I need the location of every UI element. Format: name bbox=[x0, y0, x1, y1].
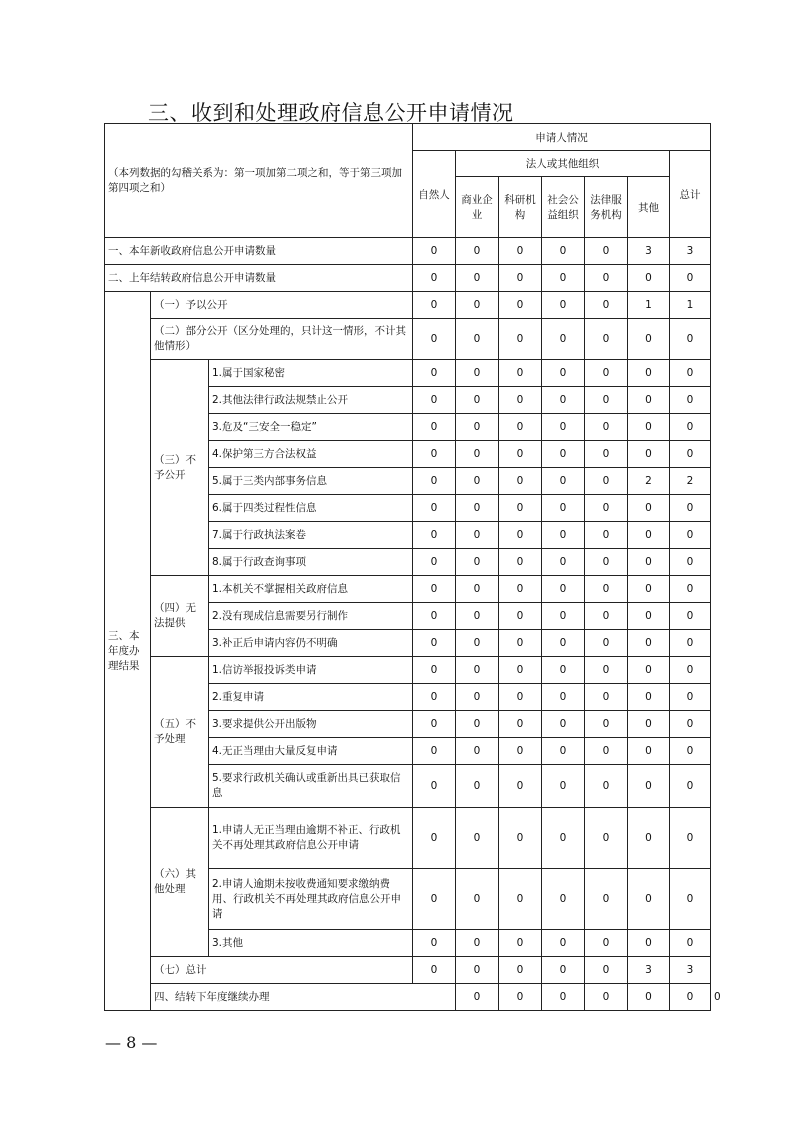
cell-value: 0 bbox=[499, 265, 542, 292]
table-row bbox=[105, 576, 711, 603]
cell-value: 0 bbox=[413, 468, 456, 495]
row-label: 5.属于三类内部事务信息 bbox=[209, 468, 413, 495]
cell-value: 0 bbox=[542, 657, 585, 684]
cell-value: 0 bbox=[585, 238, 628, 265]
cell-value: 0 bbox=[585, 930, 628, 957]
row-label: 3.危及“三安全一稳定” bbox=[209, 414, 413, 441]
cell-value: 0 bbox=[456, 265, 499, 292]
cell-value: 0 bbox=[585, 495, 628, 522]
cell-value: 1 bbox=[670, 292, 711, 319]
cell-value: 0 bbox=[670, 808, 711, 869]
cell-value: 0 bbox=[499, 522, 542, 549]
cell-value: 0 bbox=[499, 238, 542, 265]
cell-value: 0 bbox=[670, 930, 711, 957]
cell-value: 0 bbox=[670, 657, 711, 684]
cell-value: 0 bbox=[456, 657, 499, 684]
cell-value: 0 bbox=[456, 603, 499, 630]
cell-value: 0 bbox=[499, 549, 542, 576]
cell-value: 0 bbox=[628, 765, 670, 808]
cell-value: 0 bbox=[499, 765, 542, 808]
cell-value: 3 bbox=[670, 957, 711, 984]
cell-value: 0 bbox=[413, 549, 456, 576]
group3-label: （三）不予公开 bbox=[151, 360, 209, 576]
cell-value: 0 bbox=[456, 387, 499, 414]
cell-value: 0 bbox=[670, 414, 711, 441]
cell-value: 0 bbox=[456, 468, 499, 495]
cell-value: 0 bbox=[542, 684, 585, 711]
cell-value: 0 bbox=[542, 630, 585, 657]
cell-value: 0 bbox=[628, 657, 670, 684]
cell-value: 0 bbox=[628, 414, 670, 441]
social-header: 社会公益组织 bbox=[542, 177, 585, 238]
cell-value: 0 bbox=[413, 576, 456, 603]
cell-value: 0 bbox=[413, 387, 456, 414]
other-header: 其他 bbox=[628, 177, 670, 238]
cell-value: 0 bbox=[456, 930, 499, 957]
cell-value: 0 bbox=[670, 738, 711, 765]
cell-value: 0 bbox=[542, 765, 585, 808]
cell-value: 0 bbox=[456, 414, 499, 441]
cell-value: 0 bbox=[413, 808, 456, 869]
cell-value: 0 bbox=[542, 468, 585, 495]
cell-value: 0 bbox=[413, 238, 456, 265]
cell-value: 0 bbox=[499, 576, 542, 603]
cell-value: 0 bbox=[413, 603, 456, 630]
cell-value: 0 bbox=[670, 319, 711, 360]
cell-value: 0 bbox=[542, 603, 585, 630]
cell-value: 0 bbox=[542, 265, 585, 292]
cell-value: 0 bbox=[670, 765, 711, 808]
row-label: 1.本机关不掌握相关政府信息 bbox=[209, 576, 413, 603]
cell-value: 0 bbox=[585, 657, 628, 684]
cell-value: 0 bbox=[628, 522, 670, 549]
cell-value: 0 bbox=[542, 984, 585, 1011]
cell-value: 0 bbox=[585, 957, 628, 984]
cell-value: 0 bbox=[628, 808, 670, 869]
cell-value: 0 bbox=[413, 738, 456, 765]
cell-value: 0 bbox=[628, 984, 670, 1011]
cell-value: 0 bbox=[542, 360, 585, 387]
cell-value: 0 bbox=[628, 930, 670, 957]
page-number: — 8 — bbox=[105, 1033, 158, 1052]
application-stats-table bbox=[104, 123, 721, 1011]
cell-value: 0 bbox=[628, 738, 670, 765]
cell-value: 0 bbox=[628, 711, 670, 738]
row-label: 2.申请人逾期未按收费通知要求缴纳费用、行政机关不再处理其政府信息公开申请 bbox=[209, 869, 413, 930]
row-label: （一）予以公开 bbox=[151, 292, 413, 319]
cell-value: 2 bbox=[628, 468, 670, 495]
row-label: 4.无正当理由大量反复申请 bbox=[209, 738, 413, 765]
cell-value: 0 bbox=[499, 711, 542, 738]
cell-value: 0 bbox=[585, 684, 628, 711]
cell-value: 0 bbox=[456, 319, 499, 360]
cell-value: 0 bbox=[499, 957, 542, 984]
cell-value: 3 bbox=[628, 957, 670, 984]
cell-value: 0 bbox=[456, 808, 499, 869]
cell-value: 0 bbox=[585, 738, 628, 765]
cell-value: 2 bbox=[670, 468, 711, 495]
cell-value: 0 bbox=[585, 984, 628, 1011]
cell-value: 0 bbox=[499, 657, 542, 684]
group6-label: （六）其他处理 bbox=[151, 808, 209, 957]
table-row bbox=[105, 265, 711, 292]
row-label: 4.保护第三方合法权益 bbox=[209, 441, 413, 468]
cell-value: 0 bbox=[413, 957, 456, 984]
cell-value: 0 bbox=[542, 319, 585, 360]
cell-value: 0 bbox=[499, 292, 542, 319]
cell-value: 0 bbox=[456, 711, 499, 738]
table-row bbox=[105, 360, 711, 387]
cell-value: 0 bbox=[413, 414, 456, 441]
cell-value: 0 bbox=[413, 765, 456, 808]
cell-value: 0 bbox=[499, 414, 542, 441]
cell-value: 0 bbox=[670, 603, 711, 630]
cell-value: 0 bbox=[456, 576, 499, 603]
cell-value: 0 bbox=[413, 711, 456, 738]
page-title: 三、收到和处理政府信息公开申请情况 bbox=[148, 101, 514, 125]
cell-value: 0 bbox=[413, 930, 456, 957]
cell-value: 0 bbox=[456, 522, 499, 549]
cell-value: 0 bbox=[628, 869, 670, 930]
cell-value: 0 bbox=[628, 387, 670, 414]
cell-value: 0 bbox=[670, 549, 711, 576]
cell-value: 0 bbox=[542, 930, 585, 957]
commercial-header: 商业企业 bbox=[456, 177, 499, 238]
cell-value: 0 bbox=[585, 468, 628, 495]
row-label: 二、上年结转政府信息公开申请数量 bbox=[105, 265, 413, 292]
section3-label: 三、本年度办理结果 bbox=[105, 292, 151, 1011]
cell-value: 0 bbox=[585, 576, 628, 603]
cell-value: 0 bbox=[585, 808, 628, 869]
cell-value: 0 bbox=[499, 441, 542, 468]
cell-value: 3 bbox=[628, 238, 670, 265]
cell-value: 0 bbox=[585, 869, 628, 930]
cell-value: 0 bbox=[542, 414, 585, 441]
cell-value: 0 bbox=[499, 387, 542, 414]
row-label: 1.申请人无正当理由逾期不补正、行政机关不再处理其政府信息公开申请 bbox=[209, 808, 413, 869]
cell-value: 0 bbox=[585, 414, 628, 441]
cell-value: 0 bbox=[542, 738, 585, 765]
cell-value: 0 bbox=[456, 984, 499, 1011]
applicant-header: 申请人情况 bbox=[413, 124, 711, 151]
cell-value: 0 bbox=[413, 522, 456, 549]
cell-value: 0 bbox=[585, 441, 628, 468]
table-row bbox=[105, 808, 711, 869]
cell-value: 0 bbox=[542, 576, 585, 603]
cell-value: 0 bbox=[456, 549, 499, 576]
table-row bbox=[105, 657, 711, 684]
cell-value: 0 bbox=[499, 468, 542, 495]
cell-value: 0 bbox=[413, 495, 456, 522]
cell-value: 0 bbox=[628, 603, 670, 630]
natural-person-header: 自然人 bbox=[413, 151, 456, 238]
legal-group-header: 法人或其他组织 bbox=[456, 151, 670, 177]
cell-value: 0 bbox=[670, 869, 711, 930]
cell-value: 0 bbox=[628, 265, 670, 292]
cell-value: 0 bbox=[542, 522, 585, 549]
cell-value: 0 bbox=[628, 441, 670, 468]
cell-value: 0 bbox=[456, 765, 499, 808]
cell-value: 0 bbox=[542, 495, 585, 522]
cell-value: 0 bbox=[628, 495, 670, 522]
cell-value: 0 bbox=[628, 630, 670, 657]
cell-value: 0 bbox=[499, 930, 542, 957]
cell-value: 0 bbox=[499, 630, 542, 657]
cell-value: 0 bbox=[670, 441, 711, 468]
cell-value: 0 bbox=[670, 984, 711, 1011]
cell-value: 0 bbox=[670, 711, 711, 738]
cell-value: 0 bbox=[670, 495, 711, 522]
row-label: 四、结转下年度继续办理 bbox=[151, 984, 456, 1011]
cell-value: 0 bbox=[628, 360, 670, 387]
cell-value: 0 bbox=[585, 630, 628, 657]
cell-value: 0 bbox=[456, 738, 499, 765]
row-label: 1.属于国家秘密 bbox=[209, 360, 413, 387]
cell-value: 0 bbox=[499, 738, 542, 765]
row-label: （七）总计 bbox=[151, 957, 413, 984]
cell-value: 0 bbox=[456, 869, 499, 930]
cell-value: 0 bbox=[628, 684, 670, 711]
row-label: 3.补正后申请内容仍不明确 bbox=[209, 630, 413, 657]
cell-value: 0 bbox=[413, 319, 456, 360]
cell-value: 0 bbox=[670, 576, 711, 603]
table-note: （本列数据的勾稽关系为：第一项加第二项之和，等于第三项加第四项之和） bbox=[105, 124, 413, 238]
cell-value: 0 bbox=[542, 292, 585, 319]
cell-value: 0 bbox=[670, 265, 711, 292]
cell-value: 0 bbox=[670, 522, 711, 549]
cell-value: 0 bbox=[413, 684, 456, 711]
cell-value: 0 bbox=[670, 360, 711, 387]
cell-value: 0 bbox=[585, 522, 628, 549]
group5-label: （五）不予处理 bbox=[151, 657, 209, 808]
cell-value: 0 bbox=[585, 319, 628, 360]
cell-value: 0 bbox=[499, 603, 542, 630]
row-label: 2.重复申请 bbox=[209, 684, 413, 711]
group4-label: （四）无法提供 bbox=[151, 576, 209, 657]
cell-value: 0 bbox=[542, 869, 585, 930]
cell-value: 0 bbox=[499, 808, 542, 869]
research-header: 科研机构 bbox=[499, 177, 542, 238]
cell-value: 0 bbox=[499, 495, 542, 522]
cell-value: 0 bbox=[499, 869, 542, 930]
legal-service-header: 法律服务机构 bbox=[585, 177, 628, 238]
row-label: 5.要求行政机关确认或重新出具已获取信息 bbox=[209, 765, 413, 808]
row-label: （二）部分公开（区分处理的，只计这一情形，不计其他情形） bbox=[151, 319, 413, 360]
row-label: 6.属于四类过程性信息 bbox=[209, 495, 413, 522]
cell-value: 0 bbox=[456, 495, 499, 522]
cell-value: 0 bbox=[456, 957, 499, 984]
cell-value: 0 bbox=[585, 265, 628, 292]
row-label: 一、本年新收政府信息公开申请数量 bbox=[105, 238, 413, 265]
cell-value: 0 bbox=[670, 684, 711, 711]
cell-value: 0 bbox=[670, 630, 711, 657]
cell-value: 3 bbox=[670, 238, 711, 265]
cell-value: 0 bbox=[542, 711, 585, 738]
cell-value: 0 bbox=[413, 292, 456, 319]
cell-value: 0 bbox=[628, 319, 670, 360]
cell-value: 0 bbox=[499, 984, 542, 1011]
cell-value: 0 bbox=[456, 684, 499, 711]
row-label: 7.属于行政执法案卷 bbox=[209, 522, 413, 549]
cell-value: 0 bbox=[585, 711, 628, 738]
cell-value: 0 bbox=[542, 957, 585, 984]
cell-value: 0 bbox=[628, 576, 670, 603]
cell-value: 0 bbox=[585, 765, 628, 808]
cell-value: 0 bbox=[413, 869, 456, 930]
cell-value: 0 bbox=[456, 238, 499, 265]
row-label: 3.其他 bbox=[209, 930, 413, 957]
cell-value: 0 bbox=[413, 360, 456, 387]
table-row bbox=[105, 292, 711, 319]
cell-value: 0 bbox=[499, 360, 542, 387]
cell-value: 0 bbox=[456, 360, 499, 387]
cell-value: 0 bbox=[542, 549, 585, 576]
cell-value: 0 bbox=[542, 808, 585, 869]
cell-value: 0 bbox=[413, 265, 456, 292]
table-row bbox=[105, 319, 711, 360]
cell-value: 0 bbox=[585, 292, 628, 319]
table-row bbox=[105, 957, 711, 984]
cell-value: 0 bbox=[499, 684, 542, 711]
cell-value: 0 bbox=[585, 603, 628, 630]
row-label: 1.信访举报投诉类申请 bbox=[209, 657, 413, 684]
cell-value: 0 bbox=[585, 360, 628, 387]
cell-value: 0 bbox=[456, 630, 499, 657]
row-label: 8.属于行政查询事项 bbox=[209, 549, 413, 576]
cell-value: 0 bbox=[628, 549, 670, 576]
row-label: 2.其他法律行政法规禁止公开 bbox=[209, 387, 413, 414]
row-label: 2.没有现成信息需要另行制作 bbox=[209, 603, 413, 630]
table-row bbox=[105, 238, 711, 265]
cell-value: 0 bbox=[413, 441, 456, 468]
cell-value: 0 bbox=[542, 441, 585, 468]
cell-value: 0 bbox=[670, 387, 711, 414]
cell-value: 0 bbox=[585, 387, 628, 414]
cell-value: 0 bbox=[413, 657, 456, 684]
total-header: 总计 bbox=[670, 151, 711, 238]
cell-value: 0 bbox=[456, 441, 499, 468]
cell-value: 0 bbox=[542, 387, 585, 414]
cell-value: 0 bbox=[499, 319, 542, 360]
cell-value: 0 bbox=[585, 549, 628, 576]
row-label: 3.要求提供公开出版物 bbox=[209, 711, 413, 738]
cell-value: 0 bbox=[456, 292, 499, 319]
table-row: 四、结转下年度继续办理 0 0 0 0 0 0 0 bbox=[105, 984, 711, 1011]
cell-value: 0 bbox=[542, 238, 585, 265]
cell-value: 0 bbox=[413, 630, 456, 657]
cell-value: 1 bbox=[628, 292, 670, 319]
